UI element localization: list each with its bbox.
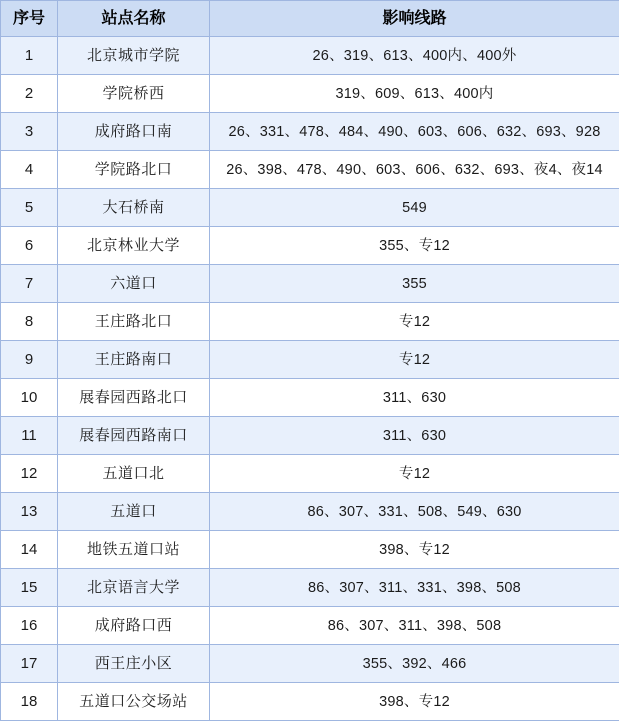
column-header-station: 站点名称 bbox=[58, 1, 210, 37]
cell-seq: 12 bbox=[1, 455, 58, 493]
cell-station: 学院桥西 bbox=[58, 75, 210, 113]
table-row bbox=[1, 379, 619, 417]
cell-station: 学院路北口 bbox=[58, 151, 210, 189]
cell-seq: 7 bbox=[1, 265, 58, 303]
cell-station: 五道口公交场站 bbox=[58, 683, 210, 721]
cell-seq: 17 bbox=[1, 645, 58, 683]
cell-seq: 4 bbox=[1, 151, 58, 189]
table-row bbox=[1, 607, 619, 645]
table-row bbox=[1, 683, 619, 721]
table-header bbox=[1, 1, 619, 37]
cell-seq: 16 bbox=[1, 607, 58, 645]
cell-seq: 6 bbox=[1, 227, 58, 265]
cell-station: 展春园西路北口 bbox=[58, 379, 210, 417]
cell-station: 成府路口南 bbox=[58, 113, 210, 151]
cell-station: 六道口 bbox=[58, 265, 210, 303]
cell-lines: 355、专12 bbox=[210, 227, 619, 265]
table-header-row bbox=[1, 1, 619, 37]
cell-lines: 398、专12 bbox=[210, 683, 619, 721]
cell-station: 西王庄小区 bbox=[58, 645, 210, 683]
table-row bbox=[1, 151, 619, 189]
cell-lines: 311、630 bbox=[210, 417, 619, 455]
cell-seq: 9 bbox=[1, 341, 58, 379]
cell-seq: 15 bbox=[1, 569, 58, 607]
cell-lines: 86、307、331、508、549、630 bbox=[210, 493, 619, 531]
cell-station: 地铁五道口站 bbox=[58, 531, 210, 569]
cell-lines: 549 bbox=[210, 189, 619, 227]
table-row bbox=[1, 227, 619, 265]
cell-lines: 311、630 bbox=[210, 379, 619, 417]
cell-station: 北京林业大学 bbox=[58, 227, 210, 265]
table-row bbox=[1, 341, 619, 379]
table-row bbox=[1, 75, 619, 113]
cell-seq: 14 bbox=[1, 531, 58, 569]
cell-seq: 8 bbox=[1, 303, 58, 341]
table-row bbox=[1, 113, 619, 151]
cell-station: 王庄路北口 bbox=[58, 303, 210, 341]
cell-seq: 10 bbox=[1, 379, 58, 417]
cell-lines: 319、609、613、400内 bbox=[210, 75, 619, 113]
cell-seq: 11 bbox=[1, 417, 58, 455]
table-row bbox=[1, 303, 619, 341]
cell-seq: 13 bbox=[1, 493, 58, 531]
table-row bbox=[1, 417, 619, 455]
cell-lines: 26、398、478、490、603、606、632、693、夜4、夜14 bbox=[210, 151, 619, 189]
table-row bbox=[1, 531, 619, 569]
cell-lines: 398、专12 bbox=[210, 531, 619, 569]
cell-lines: 86、307、311、331、398、508 bbox=[210, 569, 619, 607]
cell-station: 大石桥南 bbox=[58, 189, 210, 227]
cell-lines: 86、307、311、398、508 bbox=[210, 607, 619, 645]
cell-seq: 3 bbox=[1, 113, 58, 151]
cell-station: 五道口 bbox=[58, 493, 210, 531]
table-row bbox=[1, 645, 619, 683]
cell-lines: 26、331、478、484、490、603、606、632、693、928 bbox=[210, 113, 619, 151]
cell-station: 展春园西路南口 bbox=[58, 417, 210, 455]
cell-station: 北京城市学院 bbox=[58, 37, 210, 75]
cell-seq: 18 bbox=[1, 683, 58, 721]
cell-station: 北京语言大学 bbox=[58, 569, 210, 607]
cell-station: 王庄路南口 bbox=[58, 341, 210, 379]
table-row bbox=[1, 37, 619, 75]
cell-station: 五道口北 bbox=[58, 455, 210, 493]
cell-lines: 专12 bbox=[210, 303, 619, 341]
table-row bbox=[1, 493, 619, 531]
table-row bbox=[1, 265, 619, 303]
cell-station: 成府路口西 bbox=[58, 607, 210, 645]
column-header-seq: 序号 bbox=[1, 1, 58, 37]
table-row bbox=[1, 189, 619, 227]
cell-seq: 1 bbox=[1, 37, 58, 75]
column-header-lines: 影响线路 bbox=[210, 1, 619, 37]
cell-seq: 5 bbox=[1, 189, 58, 227]
cell-seq: 2 bbox=[1, 75, 58, 113]
cell-lines: 355 bbox=[210, 265, 619, 303]
table-row bbox=[1, 455, 619, 493]
table-row bbox=[1, 569, 619, 607]
cell-lines: 专12 bbox=[210, 341, 619, 379]
table-body bbox=[1, 37, 619, 721]
cell-lines: 专12 bbox=[210, 455, 619, 493]
cell-lines: 26、319、613、400内、400外 bbox=[210, 37, 619, 75]
cell-lines: 355、392、466 bbox=[210, 645, 619, 683]
